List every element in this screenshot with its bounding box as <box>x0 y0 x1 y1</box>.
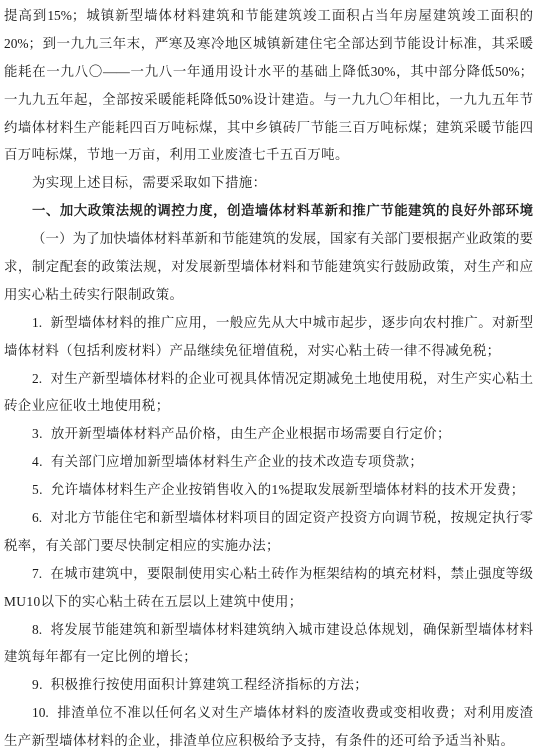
list-item-number: 1. <box>32 314 43 330</box>
measures-intro-paragraph <box>4 169 533 197</box>
list-item <box>4 448 533 476</box>
list-item-text: 对生产新型墙体材料的企业可视具体情况定期减免土地使用税，对生产实心粘土 <box>50 370 533 386</box>
paragraph-line: （一）为了加快墙体材料革新和节能建筑的发展，国家有关部门要根据产业政策的要 <box>32 231 533 247</box>
paragraph-line: 用实心粘土砖实行限制政策。 <box>4 286 184 302</box>
section-heading: 一、加大政策法规的调控力度，创造墙体材料革新和推广节能建筑的良好外部环境 <box>32 203 533 219</box>
list-item-line <box>4 476 533 504</box>
list-item-number: 5. <box>32 482 43 498</box>
list-item-line <box>4 504 533 532</box>
list-item-number: 8. <box>32 621 43 637</box>
list-item-number: 4. <box>32 454 43 470</box>
list-item-line: 砖企业应征收土地使用税； <box>4 398 170 414</box>
list-item-number: 10. <box>32 705 49 721</box>
list-item-text: 允许墙体材料生产企业按销售收入的1%提取发展新型墙体材料的技术开发费； <box>50 482 525 498</box>
list-item-text: 新型墙体材料的推广应用，一般应先从大中城市起步，逐步向农村推广。对新型 <box>50 314 533 330</box>
list-item-line <box>4 365 533 393</box>
list-item <box>4 560 533 616</box>
list-item-line: MU10以下的实心粘土砖在五层以上建筑中使用； <box>4 593 303 609</box>
paragraph-line: 能耗在一九八〇——一九八一年通用设计水平的基础上降低30%，其中部分降低50%； <box>4 63 533 79</box>
list-item <box>4 365 533 421</box>
list-item-number: 3. <box>32 426 43 442</box>
document-page <box>4 2 533 755</box>
list-item-line <box>4 616 533 644</box>
list-item-text: 对北方节能住宅和新型墙体材料项目的固定资产投资方向调节税，按规定执行零 <box>50 510 533 526</box>
opening-paragraph <box>4 2 533 169</box>
list-item-line: 生产新型墙体材料的企业，排渣单位应积极给予支持，有条件的还可给予适当补贴。 <box>4 733 515 749</box>
paragraph-line: 约墙体材料生产能耗四百万吨标煤，其中乡镇砖厂节能三百万吨标煤；建筑采暖节能四 <box>4 119 533 135</box>
paragraph-line: 求，制定配套的政策法规，对发展新型墙体材料和节能建筑实行鼓励政策，对生产和应 <box>4 259 533 275</box>
list-item-line <box>4 448 533 476</box>
list-item <box>4 309 533 365</box>
list-item-text: 有关部门应增加新型墙体材料生产企业的技术改造专项贷款； <box>50 454 424 470</box>
paragraph-line: 20%；到一九九三年末，严寒及寒冷地区城镇新建住宅全部达到节能设计标准，其采暖 <box>4 35 533 51</box>
paragraph-line: 百万吨标煤，节地一万亩，利用工业废渣七千五百万吨。 <box>4 147 349 163</box>
list-item-line: 税率，有关部门要尽快制定相应的实施办法； <box>4 537 280 553</box>
list-item-line <box>4 420 533 448</box>
list-item <box>4 699 533 755</box>
list-item <box>4 616 533 672</box>
list-item-line: 墙体材料（包括利废材料）产品继续免征增值税，对实心粘土砖一律不得减免税； <box>4 342 501 358</box>
list-item-number: 9. <box>32 677 43 693</box>
paragraph-line: 一九九五年起，全部按采暖能耗降低50%设计建造。与一九九〇年相比，一九九五年节 <box>4 91 533 107</box>
list-item-line <box>4 560 533 588</box>
list-item <box>4 476 533 504</box>
list-item-text: 将发展节能建筑和新型墙体材料建筑纳入城市建设总体规划，确保新型墙体材料 <box>50 621 533 637</box>
list-item-text: 积极推行按使用面积计算建筑工程经济指标的方法； <box>50 677 369 693</box>
paragraph-line: 提高到15%；城镇新型墙体材料建筑和节能建筑竣工面积占当年房屋建筑竣工面积的 <box>4 8 533 23</box>
list-item-text: 放开新型墙体材料产品价格，由生产企业根据市场需要自行定价； <box>50 426 451 442</box>
list-item <box>4 504 533 560</box>
list-item-number: 6. <box>32 510 43 526</box>
list-item-line <box>4 671 533 699</box>
list-item-text: 在城市建筑中，要限制使用实心粘土砖作为框架结构的填充材料，禁止强度等级 <box>50 565 533 581</box>
paragraph-line: 为实现上述目标，需要采取如下措施： <box>32 175 267 191</box>
list-item-text: 排渣单位不准以任何名义对生产墙体材料的废渣收费或变相收费；对利用废渣 <box>56 705 533 721</box>
list-item-line <box>4 309 533 337</box>
list-item-line: 建筑每年都有一定比例的增长； <box>4 649 198 665</box>
list-item-number: 7. <box>32 565 43 581</box>
list-item-number: 2. <box>32 370 43 386</box>
measures-list <box>4 309 533 755</box>
list-item <box>4 420 533 448</box>
list-item <box>4 671 533 699</box>
subsection-paragraph <box>4 225 533 309</box>
list-item-line <box>4 699 533 727</box>
